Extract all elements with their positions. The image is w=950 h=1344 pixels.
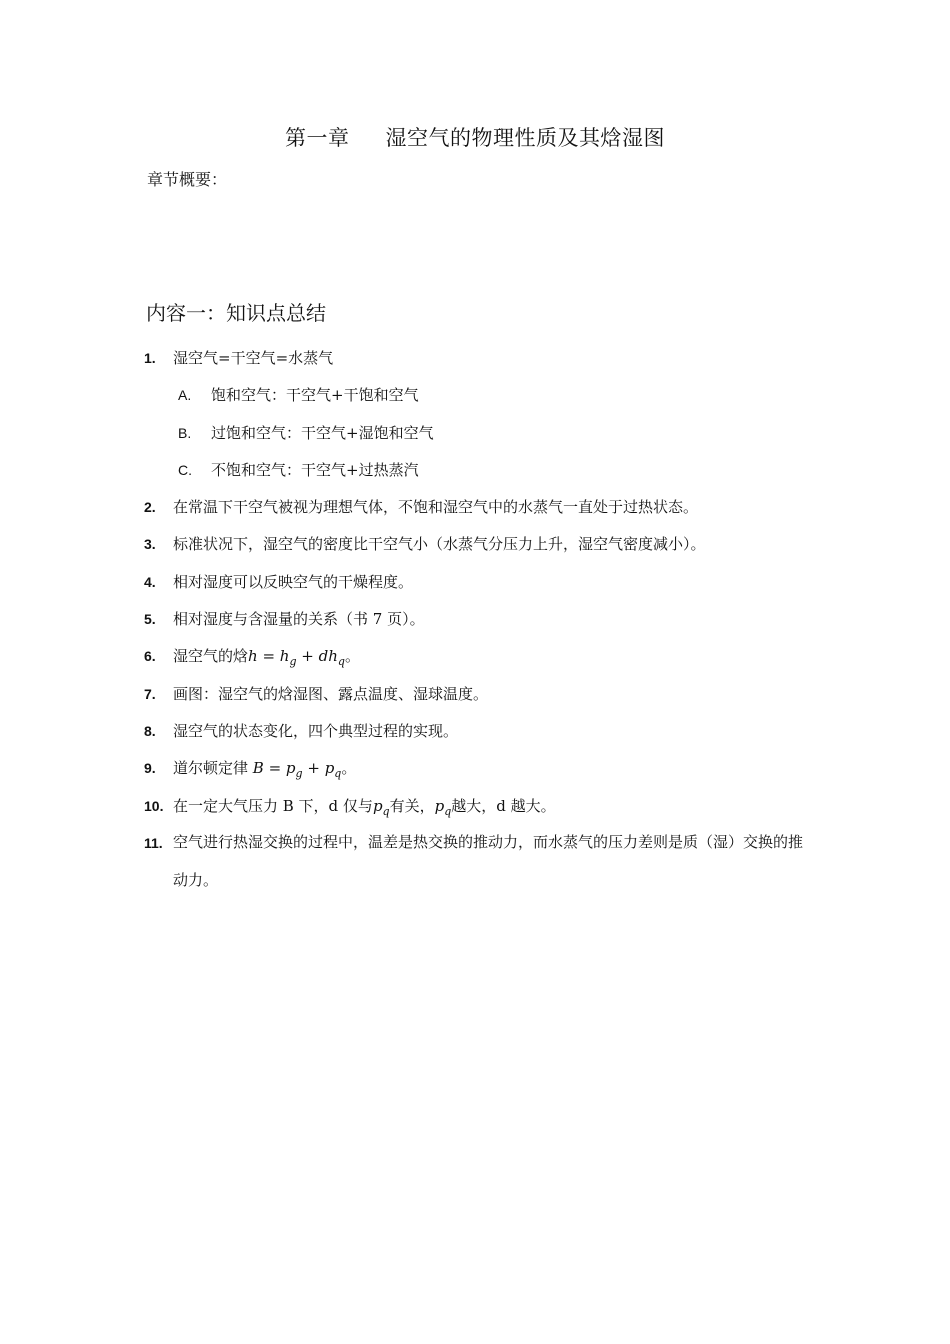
list-item	[0, 682, 950, 719]
page-title	[0, 122, 950, 152]
subitem-letter: B.	[178, 424, 192, 441]
list-subitem	[0, 421, 950, 458]
formula-lhs: B =	[252, 759, 286, 778]
subitem-text: 过饱和空气：干空气+湿饱和空气	[211, 423, 434, 442]
item-number: 8.	[144, 722, 156, 739]
text-part: 有关，	[389, 796, 435, 815]
item-text	[173, 644, 813, 674]
subitem-text: 饱和空气：干空气+干饱和空气	[211, 386, 419, 405]
item-number: 5.	[144, 611, 156, 628]
item-number: 10.	[144, 797, 164, 814]
list-item	[0, 719, 950, 756]
formula-prefix: 湿空气的焓	[173, 647, 249, 666]
list-subitem	[0, 383, 950, 420]
formula-suffix: 。	[344, 647, 360, 666]
title-chapter: 第一章	[285, 126, 350, 150]
list-item	[0, 346, 950, 383]
formula-prefix: 道尔顿定律	[173, 759, 253, 778]
variable-base: p	[372, 796, 383, 815]
item-text: 相对湿度与含湿量的关系（书 7 页）。	[173, 610, 425, 629]
formula-subscript: q	[334, 767, 342, 781]
list-item	[0, 607, 950, 644]
formula-subscript: g	[295, 767, 303, 781]
item-text: 空气进行热湿交换的过程中，温差是热交换的推动力，而水蒸气的压力差则是质（湿）交换的推动力。	[173, 833, 804, 889]
list-item	[0, 570, 950, 607]
variable-subscript: q	[382, 804, 390, 818]
item-text: 画图：湿空气的焓湿图、露点温度、湿球温度。	[173, 684, 489, 703]
formula-operator: + d	[296, 647, 329, 666]
formula-term: p	[285, 759, 296, 778]
item-number: 11.	[144, 834, 163, 851]
item-text: 在常温下干空气被视为理想气体，不饱和湿空气中的水蒸气一直处于过热状态。	[173, 498, 699, 517]
list-item	[0, 532, 950, 569]
subitem-text: 不饱和空气：干空气+过热蒸汽	[211, 460, 419, 479]
item-number: 6.	[144, 648, 156, 665]
formula-term: h	[328, 647, 338, 666]
section-heading: 内容一：知识点总结	[146, 301, 326, 325]
item-number: 7.	[144, 685, 156, 702]
subitem-letter: C.	[178, 461, 192, 478]
item-text: 湿空气=干空气=水蒸气	[173, 349, 334, 367]
list-item	[0, 756, 950, 793]
formula-subscript: q	[337, 655, 345, 669]
list-subitem	[0, 458, 950, 495]
chapter-overview-label: 章节概要：	[147, 170, 228, 189]
item-number: 3.	[144, 536, 156, 553]
list-item	[0, 644, 950, 681]
text-part: 越大，d 越大。	[451, 796, 556, 815]
formula-term: p	[324, 759, 335, 778]
formula-lhs: h =	[248, 647, 280, 666]
text-part: 在一定大气压力 B 下，d 仅与	[173, 796, 373, 815]
item-number: 4.	[144, 573, 156, 590]
formula-operator: +	[302, 759, 325, 778]
item-number: 2.	[144, 499, 156, 516]
formula-term: h	[279, 647, 290, 666]
title-text: 湿空气的物理性质及其焓湿图	[385, 126, 665, 150]
formula-subscript: g	[289, 655, 297, 669]
dalton-formula	[252, 759, 342, 781]
subitem-letter: A.	[178, 387, 192, 404]
variable-subscript: q	[444, 804, 452, 818]
variable-pq	[372, 796, 390, 818]
item-number: 9.	[144, 760, 156, 777]
item-text	[173, 756, 813, 786]
variable-base: p	[434, 796, 445, 815]
item-text: 湿空气的状态变化，四个典型过程的实现。	[173, 721, 459, 740]
knowledge-point-list	[0, 346, 950, 905]
item-text	[173, 794, 813, 824]
formula-suffix: 。	[341, 759, 357, 778]
item-text: 相对湿度可以反映空气的干燥程度。	[173, 572, 414, 591]
list-item	[0, 831, 950, 906]
list-item	[0, 495, 950, 532]
variable-pq	[434, 796, 452, 818]
enthalpy-formula	[248, 647, 345, 669]
item-text: 标准状况下，湿空气的密度比干空气小（水蒸气分压力上升，湿空气密度减小）。	[173, 535, 706, 554]
item-number: 1.	[144, 350, 156, 366]
